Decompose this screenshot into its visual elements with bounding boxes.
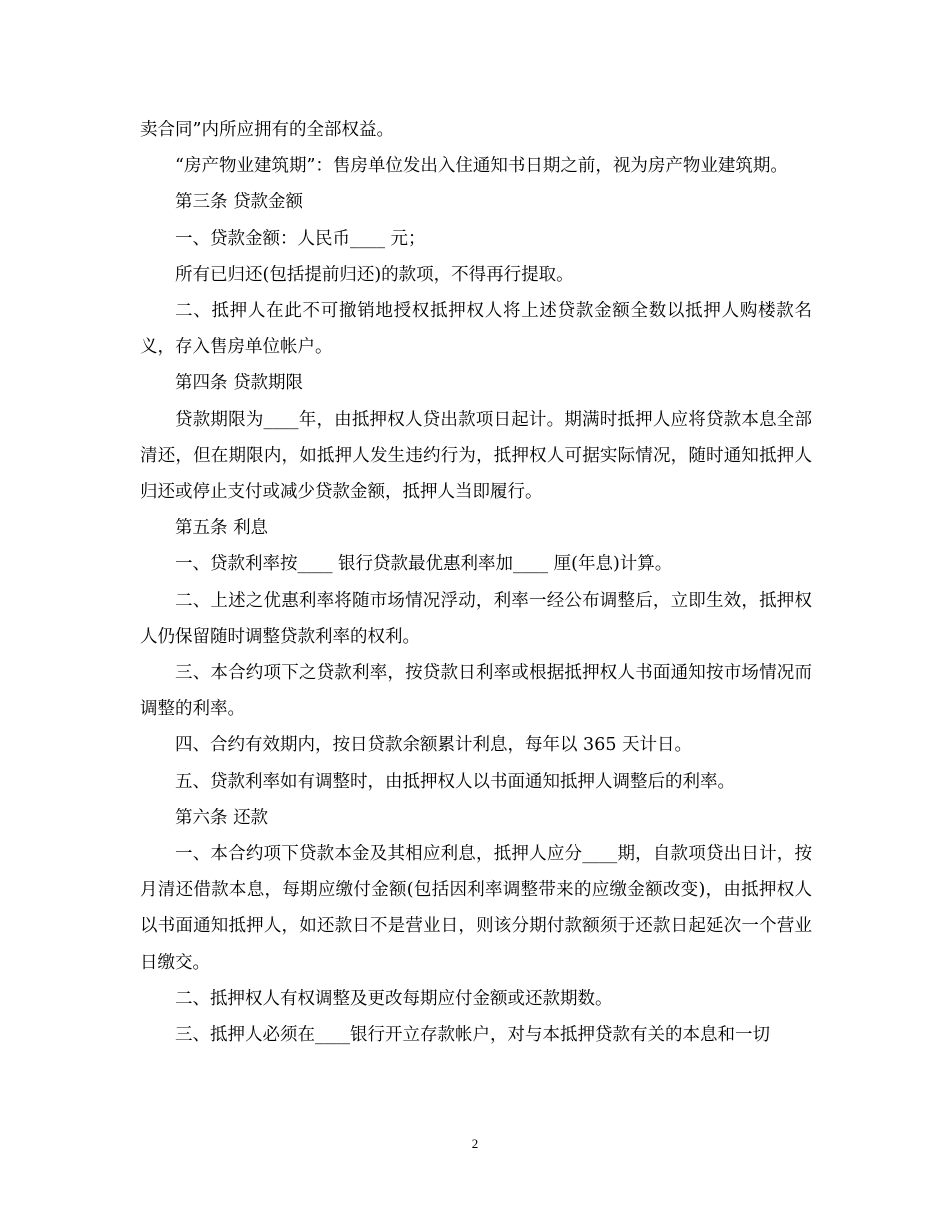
article-3-clause-2: 二、抵押人在此不可撤销地授权抵押权人将上述贷款金额全数以抵押人购楼款名义，存入售房单位帐户。: [140, 301, 812, 358]
article-5-heading: 第五条 利息: [175, 518, 269, 539]
article-4-heading: 第四条 贷款期限: [175, 373, 304, 394]
paragraph-continuation: 卖合同”内所应拥有的全部权益。: [140, 120, 394, 140]
article-5-clause-2: 二、上述之优惠利率将随市场情况浮动，利率一经公布调整后，立即生效，抵押权人仍保留随时调整贷款利率的权利。: [140, 590, 812, 647]
article-3-heading: 第三条 贷款金额: [175, 192, 304, 213]
article-5-clause-4: 四、合约有效期内，按日贷款余额累计利息，每年以 365 天计日。: [175, 735, 693, 756]
document-body: [140, 112, 812, 1053]
paragraph-definition-construction-period: “房产物业建筑期”：售房单位发出入住通知书日期之前，视为房产物业建筑期。: [175, 156, 788, 177]
article-6-clause-1: 一、本合约项下贷款本金及其相应利息，抵押人应分____期，自款项贷出日计，按月清还借款本息，每期应缴付金额(包括因利率调整带来的应缴金额改变)，由抵押权人以书面通知抵押人，如还款日不是营业日，则该分期付款额须于还款日起延次一个营业日缴交。: [140, 844, 812, 973]
article-6-heading: 第六条 还款: [175, 807, 269, 828]
article-6-clause-3: 三、抵押人必须在____银行开立存款帐户，对与本抵押贷款有关的本息和一切: [175, 1025, 770, 1046]
article-5-clause-3: 三、本合约项下之贷款利率，按贷款日利率或根据抵押权人书面通知按市场情况而调整的利率。: [140, 663, 812, 720]
article-5-clause-5: 五、贷款利率如有调整时，由抵押权人以书面通知抵押人调整后的利率。: [175, 771, 735, 792]
page-number: 2: [471, 1136, 479, 1151]
article-3-note: 所有已归还(包括提前归还)的款项，不得再行提取。: [175, 264, 574, 285]
article-4-body: 贷款期限为____年，由抵押权人贷出款项日起计。期满时抵押人应将贷款本息全部清还，但在期限内，如抵押人发生违约行为，抵押权人可据实际情况，随时通知抵押人归还或停止支付或减少贷款金额，抵押人当即履行。: [140, 409, 812, 503]
article-5-clause-1: 一、贷款利率按____ 银行贷款最优惠利率加____ 厘(年息)计算。: [175, 554, 673, 575]
article-6-clause-2: 二、抵押权人有权调整及更改每期应付金额或还款期数。: [175, 988, 613, 1009]
article-3-clause-1: 一、贷款金额：人民币____ 元；: [175, 228, 426, 249]
